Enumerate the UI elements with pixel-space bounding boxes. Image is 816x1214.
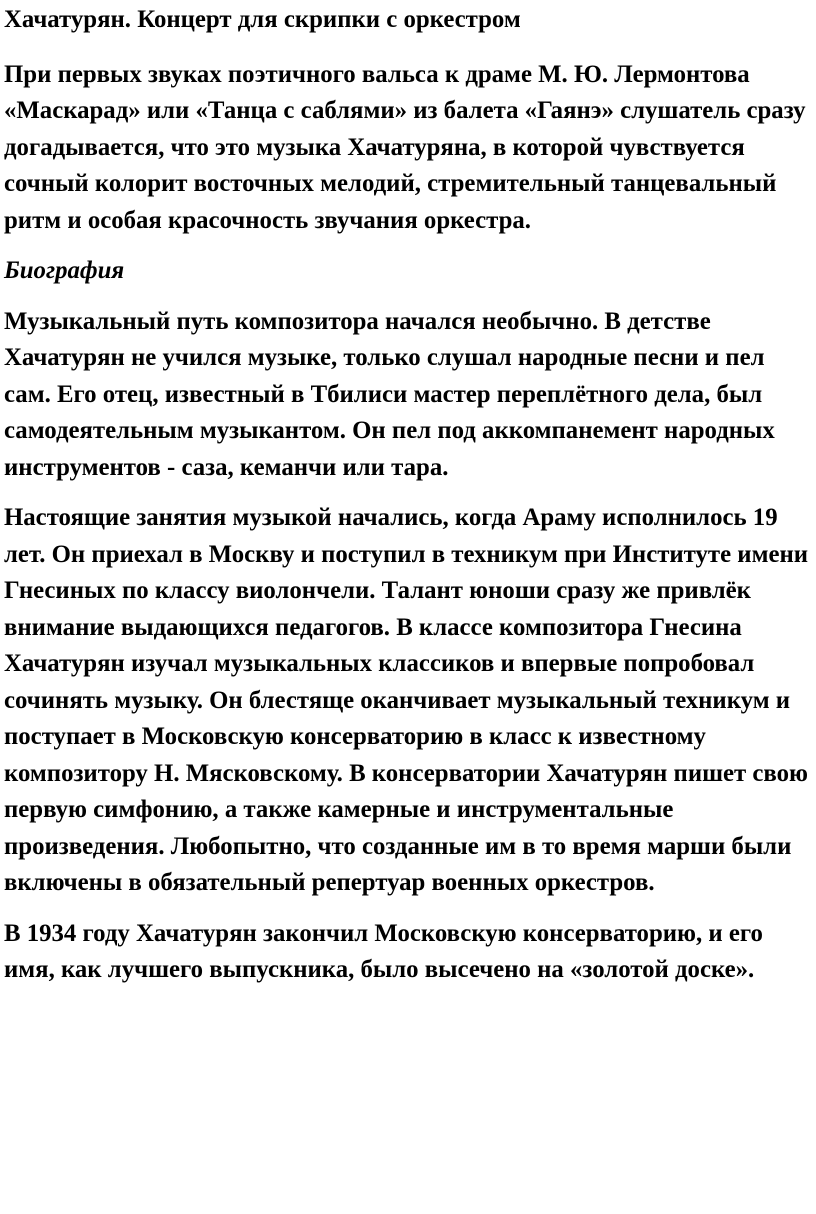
biography-paragraph-1: Музыкальный путь композитора начался необычно. В детстве Хачатурян не учился музыке, только слушал народные песни и пел сам. Его отец, известный в Тбилиси мастер переплётного дела, был самодеятельным музыкантом. Он пел под аккомпанемент народных инструментов - саза, кеманчи или тара. — [4, 307, 775, 481]
biography-paragraph-3: В 1934 году Хачатурян закончил Московскую консерваторию, и его имя, как лучшего выпускника, было высечено на «золотой доске». — [4, 919, 763, 983]
document-title: Хачатурян. Концерт для скрипки с оркестром — [4, 6, 521, 33]
intro-paragraph: При первых звуках поэтичного вальса к драме М. Ю. Лермонтова «Маскарад» или «Танца с саблями» из балета «Гаянэ» слушатель сразу догадывается, что это музыка Хачатуряна, в которой чувствуется сочный колорит восточных мелодий, стремительный танцевальный ритм и особая красочность звучания оркестра. — [4, 60, 806, 234]
document-page — [4, 2, 812, 1003]
section-heading-biography: Биография — [4, 257, 125, 284]
biography-paragraph-2: Настоящие занятия музыкой начались, когда Араму исполнилось 19 лет. Он приехал в Москву и поступил в техникум при Институте имени Гнесиных по классу виолончели. Талант юноши сразу же привлёк внимание выдающихся педагогов. В классе композитора Гнесина Хачатурян изучал музыкальных классиков и впервые попробовал сочинять музыку. Он блестяще оканчивает музыкальный техникум и поступает в Московскую консерваторию в класс к известному композитору Н. Мясковскому. В консерватории Хачатурян пишет свою первую симфонию, а также камерные и инструментальные произведения. Любопытно, что созданные им в то время марши были включены в обязательный репертуар военных оркестров. — [4, 504, 809, 896]
